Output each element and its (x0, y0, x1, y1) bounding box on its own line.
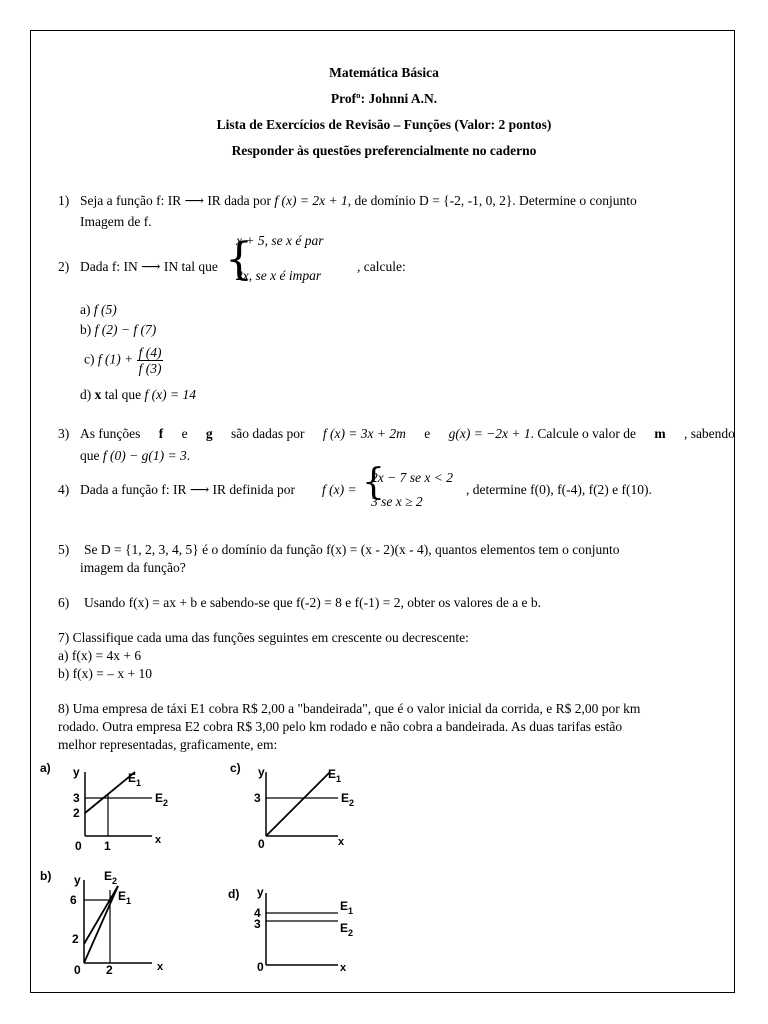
q3-t3: são dadas por (231, 426, 305, 441)
q6-number: 6) (58, 595, 70, 610)
graph-d (228, 885, 353, 974)
graph-b-e2-letter: E (104, 869, 113, 883)
q5-number: 5) (58, 542, 70, 557)
q2-item-c-label: c) (84, 351, 95, 367)
q4-brace: { (362, 462, 385, 503)
q2-item-d-label: d) (80, 387, 92, 402)
q2-item-a (80, 302, 117, 318)
q2-case1: x + 5, se x é par (236, 233, 324, 248)
graph-a-tick-1: 1 (104, 839, 111, 853)
graph-d-e1-sub: 1 (348, 906, 354, 916)
graph-d-tick-4: 4 (254, 906, 261, 920)
graph-c-e1-letter: E (328, 767, 337, 781)
q3-line1 (80, 426, 735, 442)
q2-item-d-formula: f (x) = 14 (144, 387, 196, 402)
q6-text: Usando f(x) = ax + b e sabendo-se que f(-2) = 8 e f(-1) = 2, obter os valores de a e b. (84, 595, 542, 610)
q3-f: f (158, 426, 164, 441)
graph-b-tick-6: 6 (70, 893, 77, 907)
graph-c (230, 761, 354, 851)
graph-a-e1-letter: E (128, 771, 137, 785)
q8-line3: melhor representadas, graficamente, em: (58, 737, 278, 752)
graph-d-e2-sub: 2 (348, 928, 354, 938)
graph-a-tick-3: 3 (73, 791, 80, 805)
graph-a-tick-0: 0 (75, 839, 82, 853)
q3-line2-b: . (186, 448, 191, 463)
q3-t1: As funções (80, 426, 141, 441)
q8-line2: rodado. Outra empresa E2 cobra R$ 3,00 pelo km rodado e não cobra a bandeirada. As duas tarifas estão (58, 719, 623, 734)
q1-line1 (80, 193, 735, 209)
q2-brace: { (225, 234, 253, 285)
graph-b-e2-sub: 2 (112, 876, 118, 886)
q2-item-d-x: x (94, 387, 102, 402)
graph-b-e1-sub: 1 (126, 896, 132, 906)
graph-b (40, 869, 164, 977)
graph-d-e2 (340, 921, 353, 938)
q3-t4: e (424, 426, 431, 441)
graph-a-tick-2: 2 (73, 806, 80, 820)
graph-c-e1 (328, 767, 341, 784)
q3-number: 3) (58, 426, 70, 441)
q3-f-formula: f (x) = 3x + 2m (322, 426, 406, 441)
graph-c-e2-letter: E (341, 791, 350, 805)
q2-item-b (80, 322, 156, 338)
graph-b-e1-line (84, 886, 118, 944)
q3-line2-a: que (80, 448, 100, 463)
graph-d-tick-3: 3 (254, 917, 261, 931)
graph-a-e2-sub: 2 (163, 798, 169, 808)
q3-g: g (205, 426, 213, 441)
graph-d-x-label: x (340, 962, 347, 974)
graph-c-y-label: y (258, 765, 265, 779)
q1-text-b: , de domínio D = {-2, -1, 0, 2}. Determine o conjunto (347, 193, 637, 208)
q2-text-a: Dada f: IN ⟶ IN tal que (80, 259, 218, 274)
graph-c-label: c) (230, 761, 241, 775)
q2-item-b-formula: f (2) − f (7) (94, 322, 157, 337)
q4-case1: 2x − 7 se x < 2 (371, 470, 453, 485)
graph-c-x-label: x (338, 836, 345, 848)
q2-item-c-numerator: f (4) (138, 345, 162, 360)
q2-item-c-denominator: f (3) (138, 361, 162, 376)
graph-c-tick-0: 0 (258, 837, 265, 851)
q4-text-b: , determine f(0), f(-4), f(2) e f(10). (466, 482, 652, 497)
graph-a-e1-sub: 1 (136, 778, 142, 788)
q2-item-d (80, 387, 196, 403)
q1-formula: f (x) = 2x + 1 (274, 193, 348, 208)
q7-item-b: b) f(x) = – x + 10 (58, 666, 152, 681)
graph-d-y-label: y (257, 885, 264, 899)
graph-a-y-label: y (73, 765, 80, 779)
q2-item-c-formula: f (1) + (97, 351, 134, 367)
q2-item-a-label: a) (80, 302, 91, 317)
graph-a-label: a) (40, 761, 51, 775)
q2-text-b: , calcule: (357, 259, 406, 274)
professor: Profº: Johnni A.N. (330, 91, 438, 106)
q2-number: 2) (58, 259, 70, 274)
q3-m: m (654, 426, 666, 441)
q4-number: 4) (58, 482, 70, 497)
q7-item-a: a) f(x) = 4x + 6 (58, 648, 142, 663)
doc-title: Matemática Básica (329, 65, 439, 80)
graph-a (40, 761, 168, 853)
q2-item-c-fraction (137, 345, 164, 376)
graph-a-e1 (128, 771, 141, 788)
graph-b-tick-0: 0 (74, 963, 81, 977)
graph-d-tick-0: 0 (257, 960, 264, 974)
list-title: Lista de Exercícios de Revisão – Funções (Valor: 2 pontos) (216, 117, 552, 132)
graph-b-y-label: y (74, 873, 81, 887)
q4-text-a: Dada a função f: IR ⟶ IR definida por (80, 482, 296, 497)
q2-item-c (84, 345, 163, 376)
graph-a-e2-letter: E (155, 791, 164, 805)
graph-b-tick-x2: 2 (106, 963, 113, 977)
q2-item-b-label: b) (80, 322, 92, 337)
q1-number: 1) (58, 193, 70, 208)
graph-b-label: b) (40, 869, 52, 883)
q3-t5: . Calcule o valor de (530, 426, 636, 441)
graph-c-e1-sub: 1 (336, 774, 342, 784)
graph-c-e2 (341, 791, 354, 808)
q2-item-a-formula: f (5) (93, 302, 117, 317)
q2-case2: 2x, se x é impar (236, 268, 322, 283)
q5-line2: imagem da função? (80, 560, 186, 575)
instruction: Responder às questões preferencialmente no caderno (231, 143, 537, 158)
q1-line2: Imagem de f. (80, 214, 152, 229)
q3-line2-formula: f (0) − g(1) = 3 (102, 448, 187, 463)
q4-lhs: f (x) = (322, 482, 357, 497)
q7-line1: 7) Classifique cada uma das funções seguintes em crescente ou decrescente: (58, 630, 469, 645)
q3-t6: , sabendo (683, 426, 735, 441)
graph-b-tick-2: 2 (72, 932, 79, 946)
graph-b-x-label: x (157, 961, 164, 973)
graph-d-e1-letter: E (340, 899, 349, 913)
graph-b-e1-letter: E (118, 889, 127, 903)
graph-c-e1-line (266, 772, 330, 836)
graph-c-tick-3: 3 (254, 791, 261, 805)
q8-line1: 8) Uma empresa de táxi E1 cobra R$ 2,00 a "bandeirada", que é o valor inicial da corrida, e R$ 2,00 por km (58, 701, 641, 716)
graph-b-e1 (118, 889, 131, 906)
q2-item-d-text: tal que (104, 387, 142, 402)
graph-d-e1 (340, 899, 353, 916)
q3-g-formula: g(x) = −2x + 1 (448, 426, 531, 441)
graph-a-e2 (155, 791, 168, 808)
graph-d-e2-letter: E (340, 921, 349, 935)
q1-text-a: Seja a função f: IR ⟶ IR dada por (80, 193, 272, 208)
q5-line1: Se D = {1, 2, 3, 4, 5} é o domínio da função f(x) = (x - 2)(x - 4), quantos elementos tem o conjunto (84, 542, 620, 557)
graph-c-e2-sub: 2 (349, 798, 355, 808)
graph-a-x-label: x (155, 834, 162, 846)
q8-graphs (40, 758, 720, 983)
q4-case2: 3 se x ≥ 2 (371, 494, 423, 509)
graph-d-label: d) (228, 887, 240, 901)
graph-b-e2 (104, 869, 117, 886)
q3-line2 (80, 448, 190, 464)
q3-t2: e (181, 426, 188, 441)
graph-b-e2-line (84, 886, 118, 963)
